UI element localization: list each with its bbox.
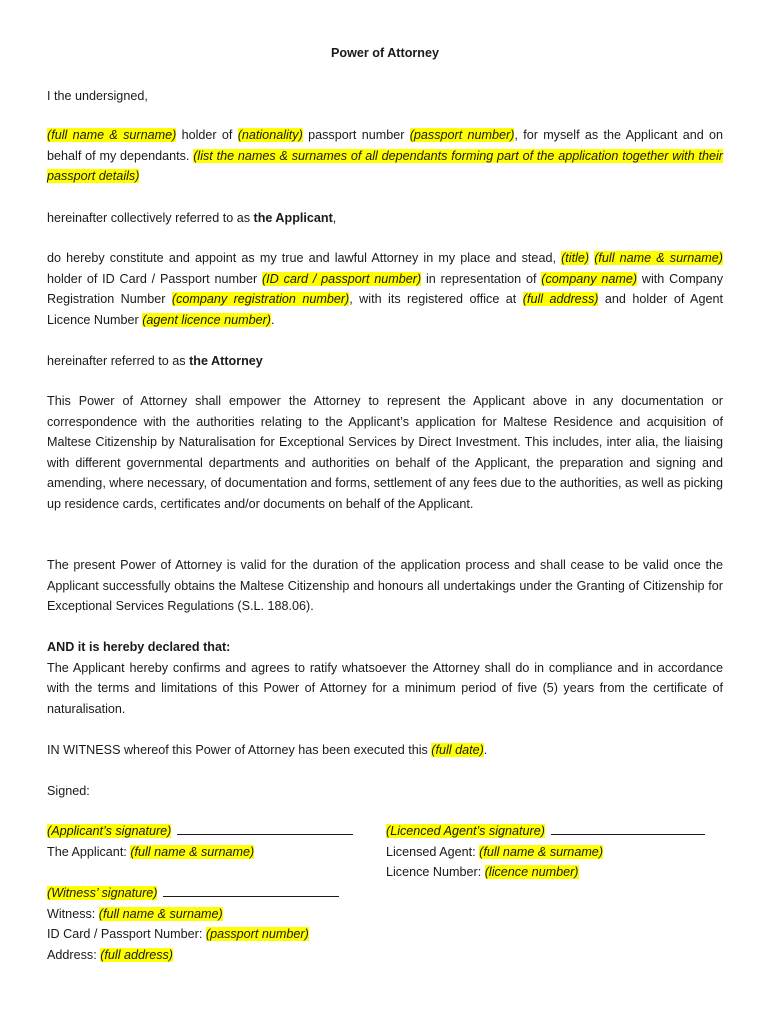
witness-address-label: Address: [47, 947, 101, 962]
text-segment: do hereby constitute and appoint as my true and lawful Attorney in my place and stead, [47, 251, 562, 265]
placeholder-witness-name: (full name & surname) [98, 906, 223, 921]
placeholder-applicant-signature: (Applicant’s signature) [47, 824, 172, 838]
agent-name-label: Licensed Agent: [386, 844, 480, 859]
witness-id-label: ID Card / Passport Number: [47, 927, 206, 941]
witness-signature-line[interactable] [163, 884, 339, 897]
applicant-signature-line[interactable] [177, 822, 353, 835]
text-segment: passport number [302, 128, 410, 142]
text-segment: in representation of [421, 271, 542, 286]
paragraph-declaration [47, 637, 723, 719]
placeholder-full-date: (full date) [431, 743, 484, 757]
placeholder-dependants: (list the names & surnames of all dependants forming part of the application together with their passport details) [47, 148, 723, 183]
applicant-signature-block [47, 821, 377, 862]
placeholder-licence-number: (licence number) [484, 865, 579, 879]
placeholder-title: (title) [561, 251, 590, 265]
text-segment: holder of ID Card / Passport number [47, 271, 262, 286]
placeholder-id-card: (ID card / passport number) [261, 271, 422, 286]
text-segment: and holder of Agent Licence Number [47, 292, 723, 327]
paragraph-appointment [47, 248, 723, 330]
applicant-name-label: The Applicant: [47, 844, 131, 859]
placeholder-agent-licence: (agent licence number) [142, 312, 272, 327]
defined-term-attorney: the Attorney [189, 354, 263, 368]
document-title: Power of Attorney [331, 46, 439, 60]
placeholder-full-name: (full name & surname) [47, 128, 177, 142]
placeholder-witness-signature: (Witness’ signature) [47, 886, 158, 900]
placeholder-full-address: (full address) [522, 292, 599, 306]
placeholder-company-name: (company name) [541, 271, 638, 286]
declaration-text: The Applicant hereby confirms and agrees to ratify whatsoever the Attorney shall do in compliance and in accordance with the terms and limitations of this Power of Attorney for a minimum period of five (5) years from the certificate of naturalisation. [47, 660, 723, 716]
text-segment: , for myself as the Applicant and on behalf of my dependants. [47, 128, 724, 163]
text-segment: IN WITNESS whereof this Power of Attorney has been executed this [47, 743, 432, 757]
placeholder-agent-name: (full name & surname) [479, 844, 604, 859]
declaration-heading: AND it is hereby declared that: [47, 640, 231, 654]
agent-signature-block [386, 821, 726, 883]
placeholder-agent-signature: (Licenced Agent’s signature) [386, 824, 545, 838]
text-segment: with Company Registration Number [47, 271, 723, 306]
paragraph-powers: This Power of Attorney shall empower the Attorney to represent the Applicant above in any documentation or correspondence with the authorities relating to the Applicant’s application for Maltese Residence and acquisition of Maltese Citizenship by Naturalisation for Exceptional Services by Direct Investment. This includes, inter alia, the liaising with different governmental departments and authorities on behalf of the Applicant, the preparation and signing and amending, where necessary, of documentation and forms, settlement of any fees due to the authorities, as well as picking up residence cards, certificates and/or documents on behalf of the Applicant. [47, 394, 724, 511]
placeholder-company-registration: (company registration number) [171, 292, 350, 306]
text-segment: , [332, 211, 337, 225]
text-segment: hereinafter referred to as [47, 354, 190, 368]
witness-name-label: Witness: [47, 906, 99, 921]
defined-term-applicant: the Applicant [253, 211, 333, 225]
signed-label: Signed: [47, 784, 90, 798]
paragraph-applicant-reference [47, 208, 723, 229]
placeholder-applicant-name: (full name & surname) [130, 844, 255, 859]
licence-number-label: Licence Number: [386, 865, 485, 879]
paragraph-witness-clause [47, 740, 723, 761]
paragraph-attorney-reference [47, 351, 723, 372]
placeholder-witness-passport: (passport number) [205, 927, 309, 941]
agent-signature-line[interactable] [551, 822, 705, 835]
placeholder-nationality: (nationality) [237, 128, 303, 142]
witness-signature-block [47, 883, 387, 965]
text-segment: hereinafter collectively referred to as [47, 211, 254, 225]
paragraph-applicant-details [47, 125, 723, 187]
placeholder-passport-number: (passport number) [409, 128, 515, 142]
opening-line: I the undersigned, [47, 89, 148, 103]
paragraph-validity: The present Power of Attorney is valid for the duration of the application process and shall cease to be valid once the Applicant successfully obtains the Maltese Citizenship and honours all undertakings under the Granting of Citizenship for Exceptional Services Regulations (S.L. 188.06). [47, 558, 723, 613]
text-segment: , with its registered office at [349, 292, 523, 306]
text-segment: . [271, 312, 275, 327]
placeholder-witness-address: (full address) [100, 947, 173, 962]
placeholder-attorney-name: (full name & surname) [594, 251, 724, 265]
text-segment: . [483, 743, 488, 757]
text-segment: holder of [176, 128, 238, 142]
